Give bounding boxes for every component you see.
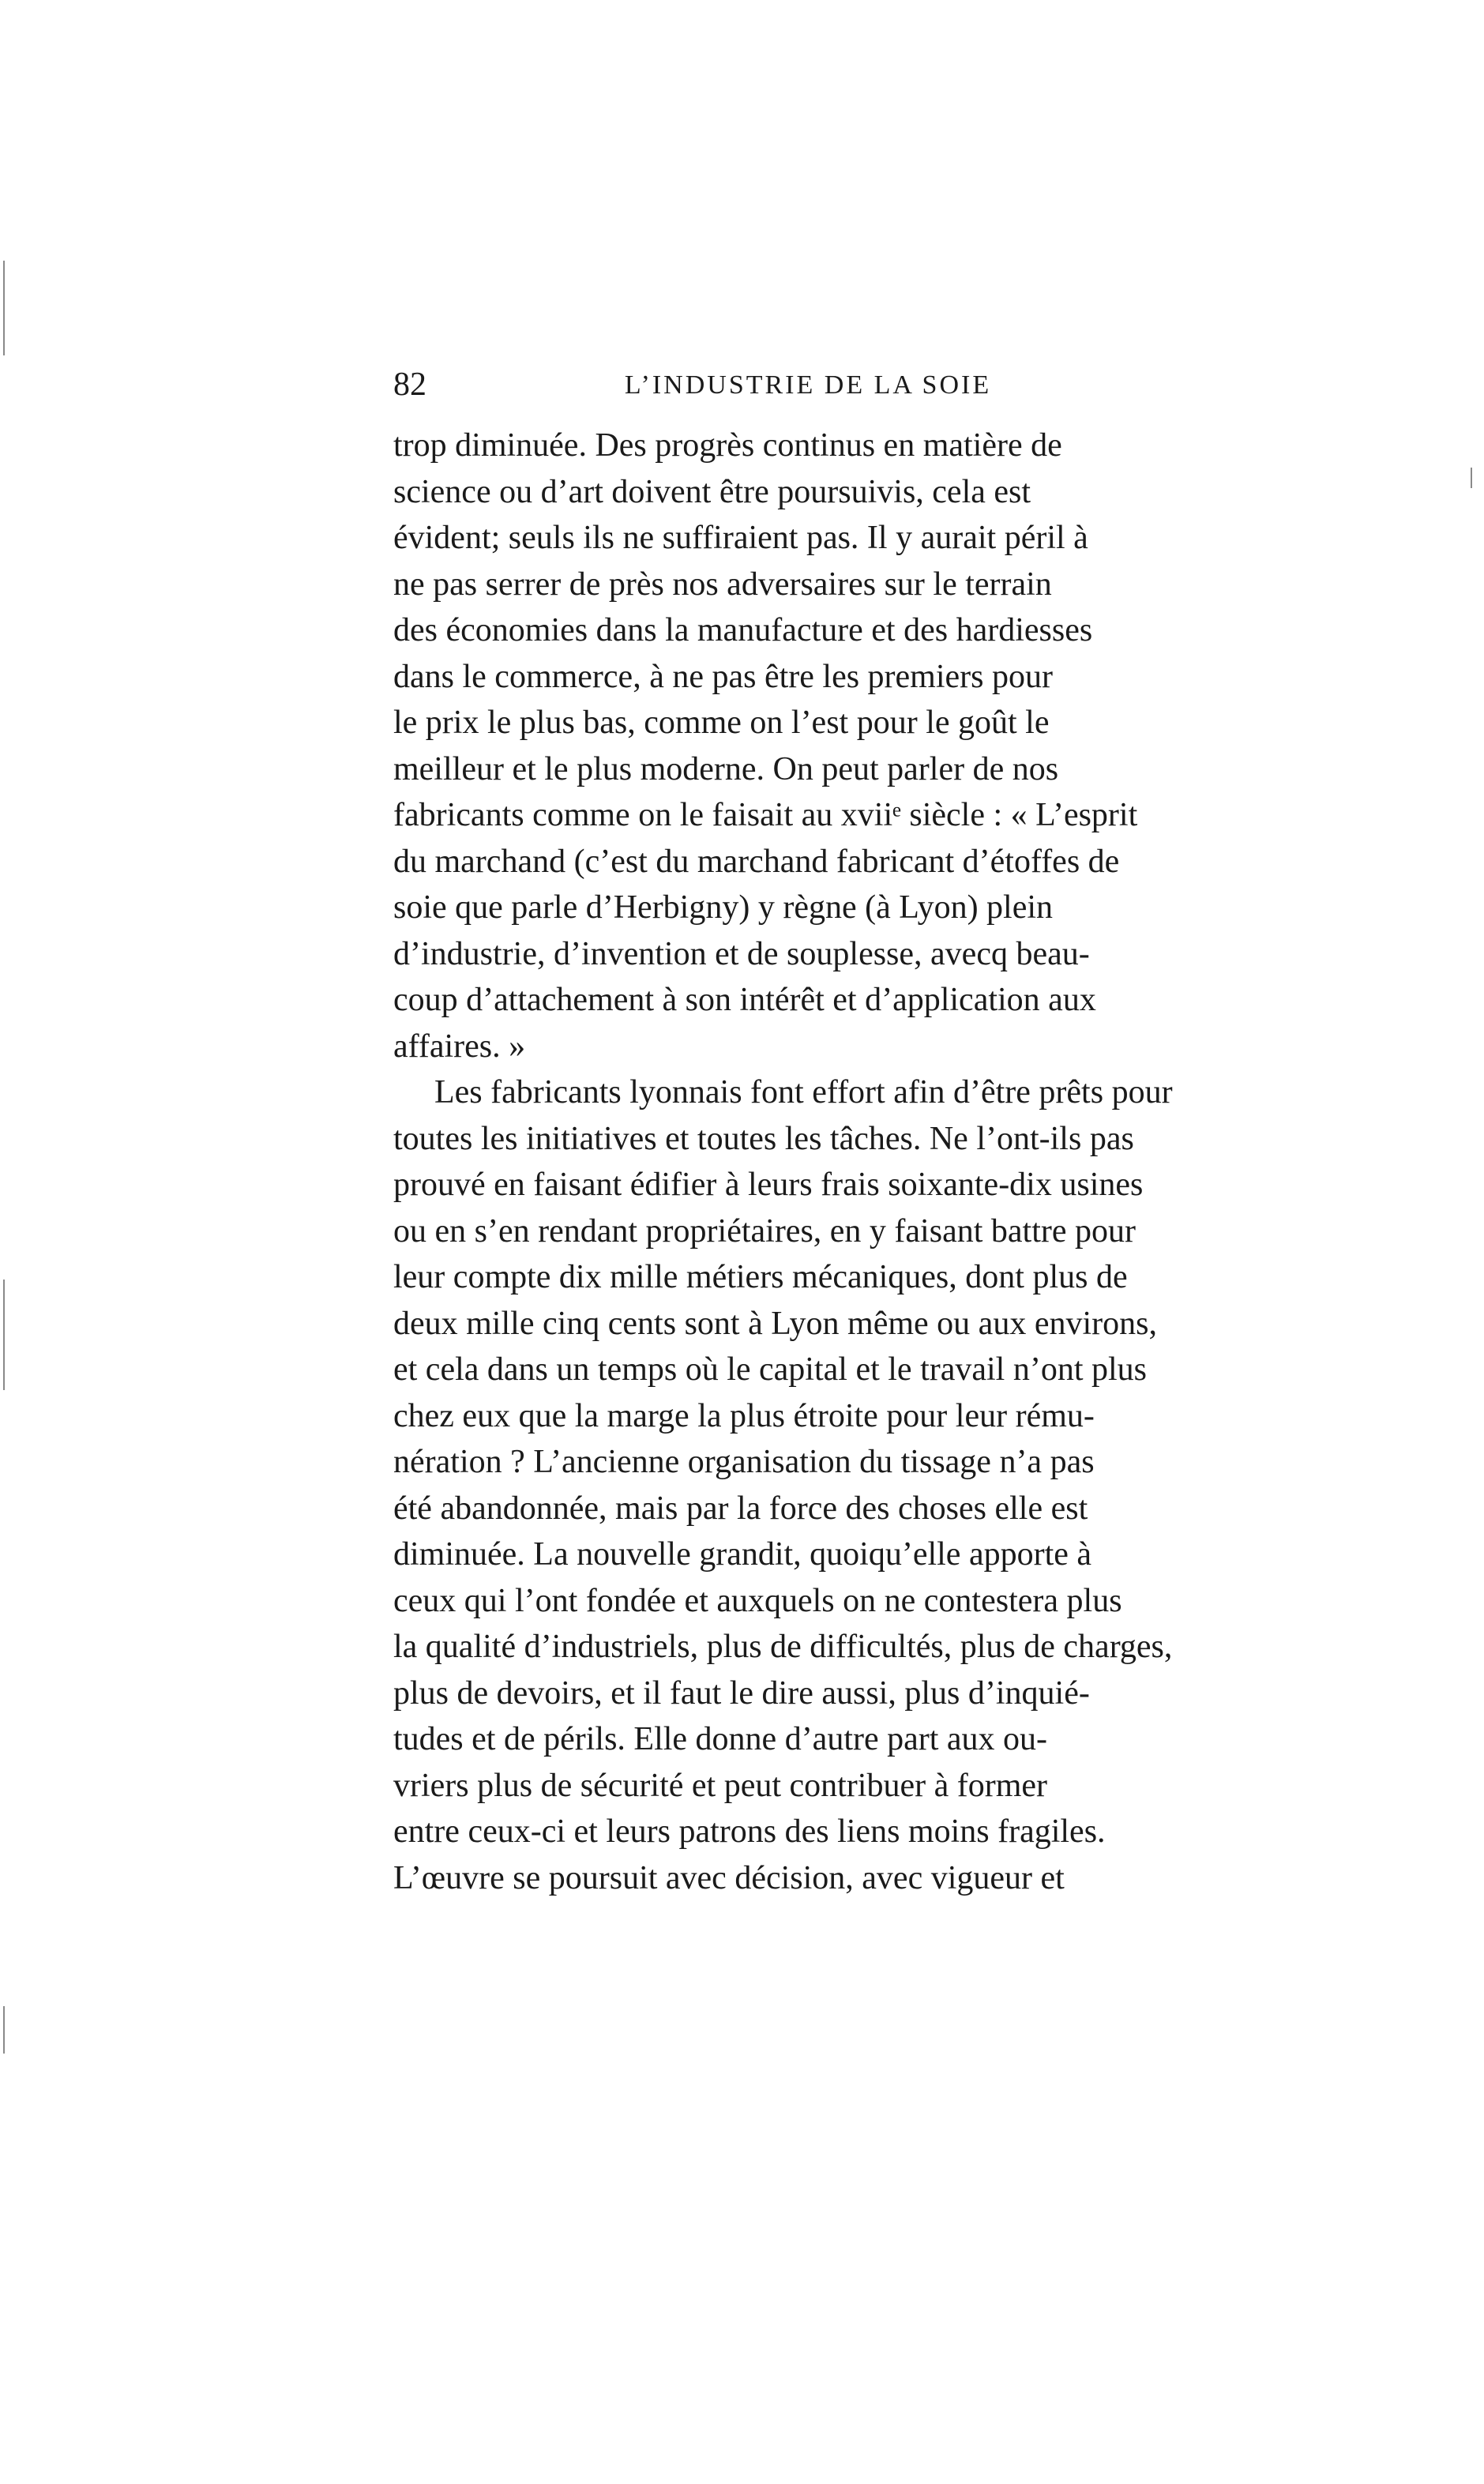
text-line: la qualité d’industriels, plus de difficultés, plus de charges, [393,1629,1173,1665]
running-title: L’INDUSTRIE DE LA SOIE [624,370,992,400]
text-line: plus de devoirs, et il faut le dire aussi, plus d’inquié- [393,1674,1090,1712]
text-line: affaires. » [393,1028,526,1065]
text-line: des économies dans la manufacture et des hardiesses [393,612,1093,648]
text-line: nération ? L’ancienne organisation du tissage n’a pas [393,1444,1095,1480]
page-number: 82 [393,366,426,403]
text-line: soie que parle d’Herbigny) y règne (à Lyon) plein [393,889,1054,926]
text-line: été abandonnée, mais par la force des choses elle est [393,1490,1088,1527]
scan-edge-mark [3,1280,5,1390]
text-line: ne pas serrer de près nos adversaires sur le terrain [393,566,1052,603]
text-line: évident; seuls ils ne suffiraient pas. Il y aurait péril à [393,520,1088,556]
text-line: le prix le plus bas, comme on l’est pour le goût le [393,705,1050,741]
text-line: deux mille cinq cents sont à Lyon même ou aux environs, [393,1305,1157,1342]
text-line: ceux qui l’ont fondée et auxquels on ne contestera plus [393,1582,1122,1619]
scan-edge-mark [1471,468,1472,488]
text-line: prouvé en faisant édifier à leurs frais soixante-dix usines [393,1167,1144,1203]
scan-edge-mark [3,261,5,355]
scan-edge-mark [3,2006,5,2054]
text-line: coup d’attachement à son intérêt et d’application aux [393,982,1096,1018]
text-line: ou en s’en rendant propriétaires, en y faisant battre pour [393,1212,1136,1250]
text-line: leur compte dix mille métiers mécaniques, dont plus de [393,1259,1128,1295]
text-line: toutes les initiatives et toutes les tâches. Ne l’ont-ils pas [393,1120,1134,1157]
text-line: dans le commerce, à ne pas être les premiers pour [393,658,1053,695]
paragraph-1 [393,423,1238,1069]
text-line: d’industrie, d’invention et de souplesse, avecq beau- [393,935,1090,972]
paragraph-2 [393,1069,1238,1901]
page-header [393,365,1238,404]
text-line: science ou d’art doivent être poursuivis, cela est [393,473,1031,510]
text-line: fabricants comme on le faisait au xviiᵉ siècle : « L’esprit [393,797,1138,833]
text-line: Les fabricants lyonnais font effort afin d’être prêts pour [434,1074,1173,1110]
text-line: du marchand (c’est du marchand fabricant d’étoffes de [393,843,1120,880]
text-line: meilleur et le plus moderne. On peut parler de nos [393,750,1059,787]
text-line: trop diminuée. Des progrès continus en matière de [393,427,1062,464]
body-text [393,423,1238,1901]
text-line: tudes et de périls. Elle donne d’autre part aux ou- [393,1721,1048,1757]
text-line: et cela dans un temps où le capital et le travail n’ont plus [393,1351,1148,1388]
text-line: entre ceux-ci et leurs patrons des liens moins fragiles. [393,1813,1106,1850]
text-line: diminuée. La nouvelle grandit, quoiqu’elle apporte à [393,1536,1092,1573]
text-line: vriers plus de sécurité et peut contribuer à former [393,1767,1048,1804]
text-line: chez eux que la marge la plus étroite pour leur rému- [393,1397,1095,1434]
text-line: L’œuvre se poursuit avec décision, avec vigueur et [393,1859,1065,1896]
